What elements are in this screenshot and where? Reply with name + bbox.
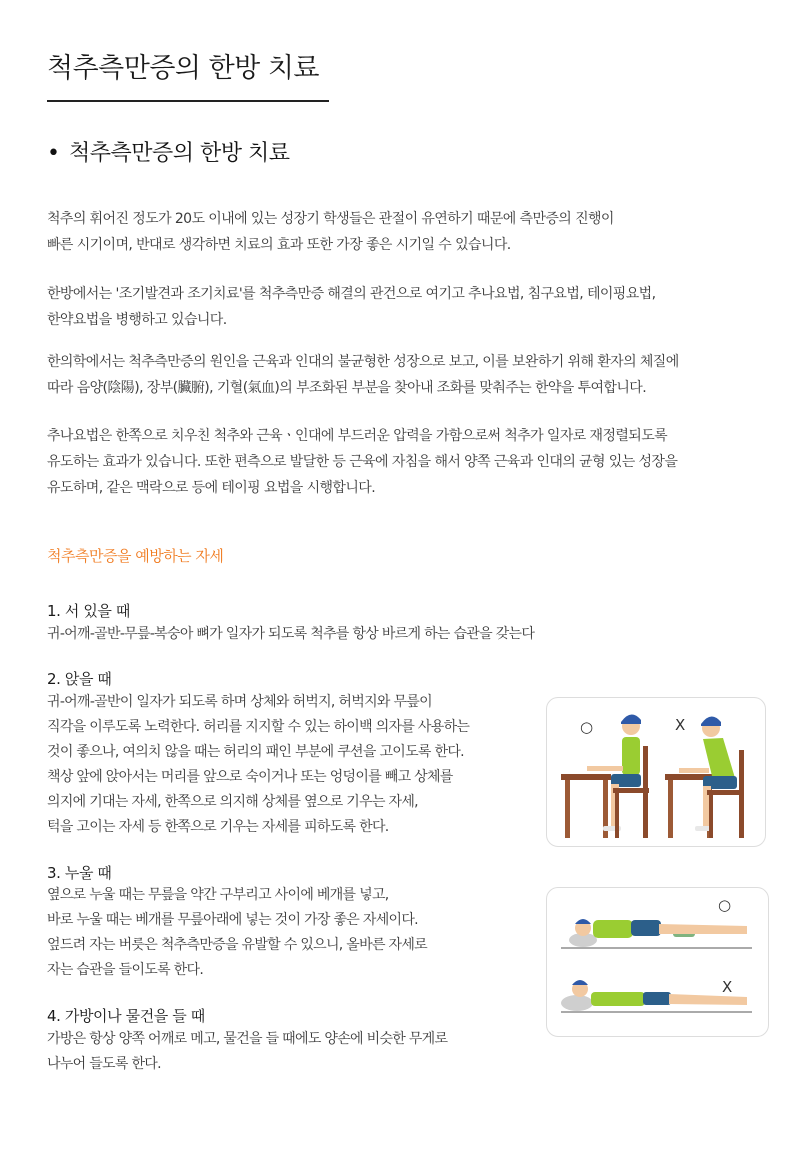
posture-item-text-lying: 옆으로 누울 때는 무릎을 약간 구부리고 사이에 베개를 넣고, 바로 누울 때는 베개를 무릎아래에 넣는 것이 가장 좋은 자세이다. 엎드려 자는 버릇은 척추측만증을 유발할 수 있으니, 올바른 자세로 자는 습관을 들이도록 한다. <box>47 887 427 978</box>
paragraph-chuna-therapy: 추나요법은 한쪽으로 치우친 척추와 근육ㆍ인대에 부드러운 압력을 가함으로써 척추가 일자로 재정렬되도록 유도하는 효과가 있습니다. 또한 편측으로 발달한 등 근육에 자침을 해서 양쪽 근육과 인대의 균형 있는 성장을 유도하며, 같은 맥락으로 등에 테이핑 요법을 시행합니다. <box>47 428 678 496</box>
shirt-good <box>622 737 640 775</box>
posture-item-title-sitting: 2. 앉을 때 <box>47 670 112 688</box>
title-divider <box>47 100 329 102</box>
lying-figures-drawing <box>547 888 768 1036</box>
sitting-figures-drawing <box>547 698 765 846</box>
hair-bad <box>701 716 721 726</box>
bad-posture-mark: X <box>675 716 686 734</box>
posture-item-title-standing: 1. 서 있을 때 <box>47 602 130 620</box>
hair-good <box>621 714 641 724</box>
section-heading-text: 척추측만증의 한방 치료 <box>69 141 290 166</box>
shirt-bad <box>703 738 735 780</box>
lying-posture-illustration <box>546 887 769 1037</box>
desk-top-left <box>561 774 611 780</box>
shirt-lying-good <box>593 920 633 938</box>
posture-item-title-carrying: 4. 가방이나 물건을 들 때 <box>47 1007 205 1025</box>
paragraph-korean-medicine-approach: 한방에서는 '조기발견과 조기치료'를 척추측만증 해결의 관건으로 여기고 추나요법, 침구요법, 테이핑요법, 한약요법을 병행하고 있습니다. <box>47 286 656 328</box>
posture-item-text-carrying: 가방은 항상 양쪽 어깨로 메고, 물건을 들 때에도 양손에 비슷한 무게로 나누어 들도록 한다. <box>47 1031 448 1072</box>
page-title: 척추측만증의 한방 치료 <box>47 53 319 84</box>
paragraph-growth-period: 척추의 휘어진 정도가 20도 이내에 있는 성장기 학생들은 관절이 유연하기 때문에 측만증의 진행이 빠른 시기이며, 반대로 생각하면 치료의 효과 또한 가장 좋은 시기일 수 있습니다. <box>47 211 614 253</box>
bad-posture-mark: X <box>722 978 733 996</box>
good-posture-mark: ○ <box>718 896 732 914</box>
bullet: • <box>47 141 60 166</box>
paragraph-herbal-medicine: 한의학에서는 척추측만증의 원인을 근육과 인대의 불균형한 성장으로 보고, 이를 보완하기 위해 환자의 체질에 따라 음양(陰陽), 장부(臟腑), 기혈(氣血)의 부조화된 부분을 찾아내 조화를 맞춰주는 한약을 투여합니다. <box>47 354 679 396</box>
pillow-bad <box>561 995 593 1011</box>
good-posture-mark: ○ <box>580 718 594 736</box>
sitting-posture-illustration <box>546 697 766 847</box>
posture-item-title-lying: 3. 누울 때 <box>47 864 112 882</box>
desk-leg-left <box>565 780 570 838</box>
shirt-lying-bad <box>591 992 645 1006</box>
posture-item-text-standing: 귀-어깨-골반-무릎-복숭아 뼈가 일자가 되도록 척추를 항상 바르게 하는 습관을 갖는다 <box>47 626 535 642</box>
posture-item-text-sitting: 귀-어깨-골반이 일자가 되도록 하며 상체와 허벅지, 허벅지와 무릎이 직각을 이루도록 노력한다. 허리를 지지할 수 있는 하이백 의자를 사용하는 것이 좋으나, 여의치 않을 때는 허리의 패인 부분에 쿠션을 고이도록 한다. 책상 앞에 앉아서는 머리를 앞으로 숙이거나 또는 엉덩이를 빼고 상체를 의지에 기대는 자세, 한쪽으로 의지해 상체를 옆으로 기우는 자세, 턱을 고이는 자세 등 한쪽으로 기우는 자세를 피하도록 한다. <box>47 694 470 835</box>
posture-heading: 척추측만증을 예방하는 자세 <box>47 547 224 565</box>
section-heading <box>47 136 290 167</box>
